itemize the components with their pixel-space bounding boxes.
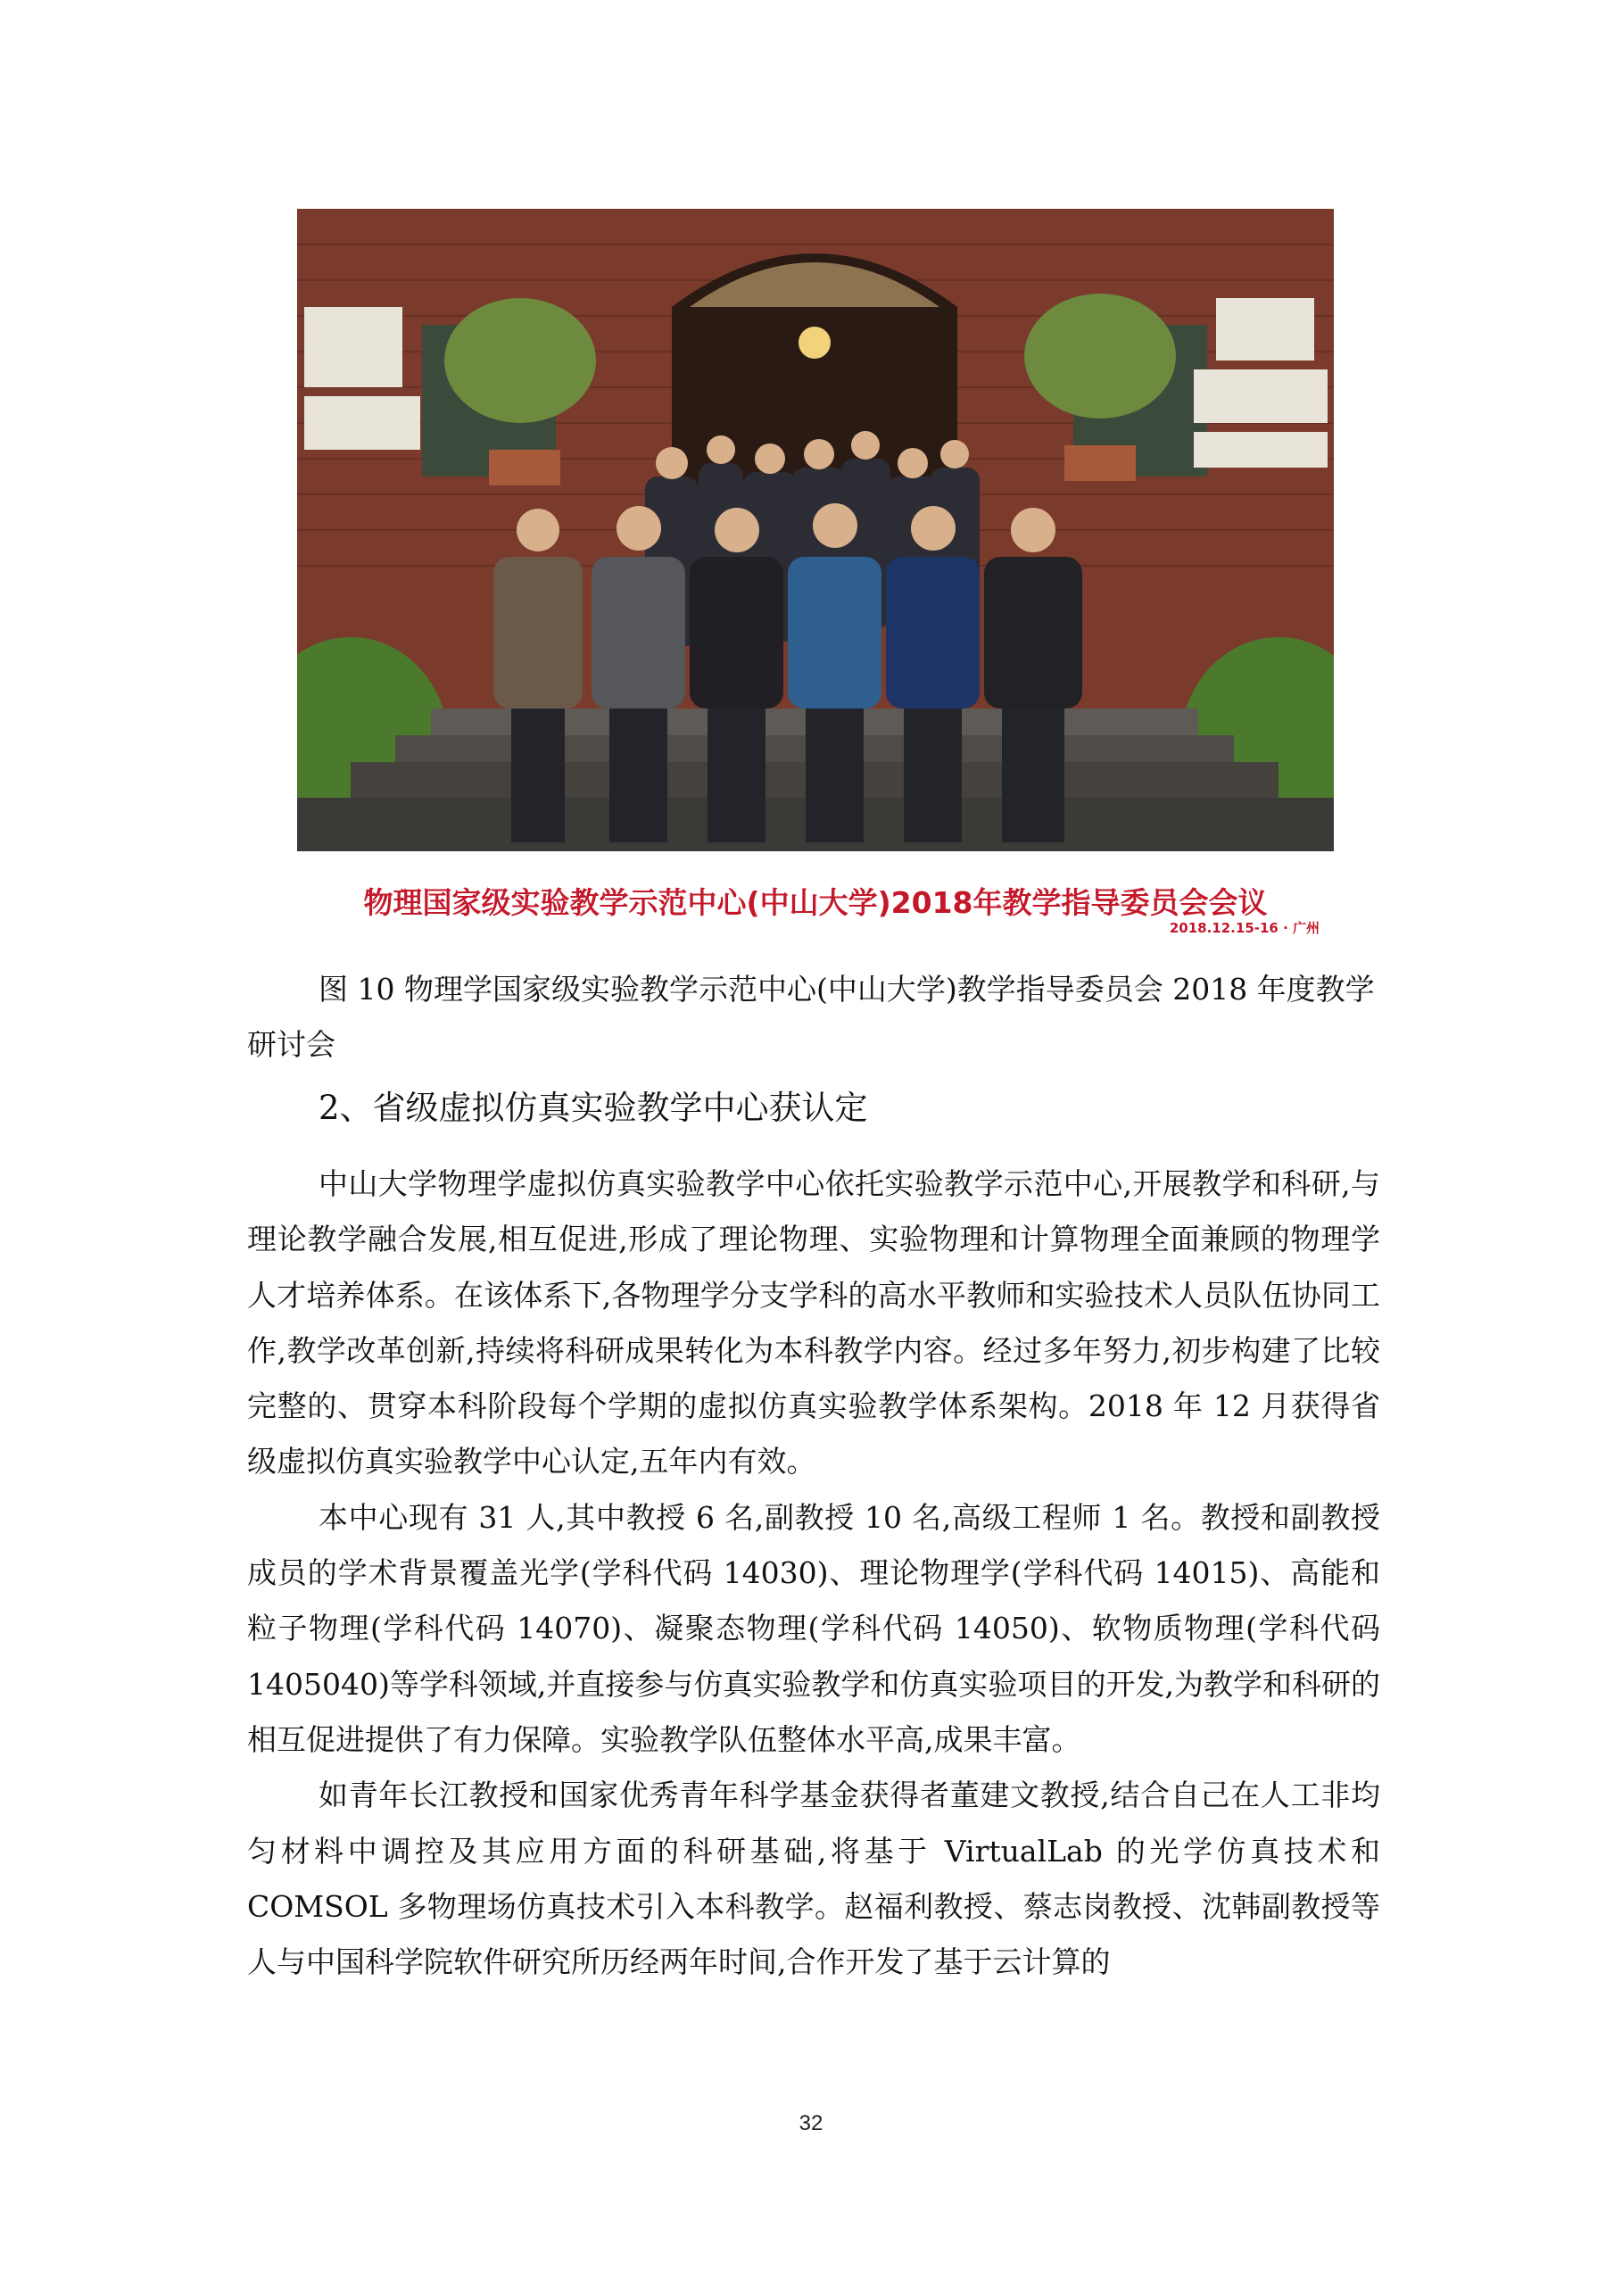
section-heading: 2、省级虚拟仿真实验教学中心获认定 — [319, 1089, 868, 1127]
paragraph: 本中心现有 31 人,其中教授 6 名,副教授 10 名,高级工程师 1 名。教授和副教授成员的学术背景覆盖光学(学科代码 14030)、理论物理学(学科代码 14015)、高能和粒子物理(学科代码 14070)、凝聚态物理(学科代码 14050)、软物质物理(学科代码 1405040)等学科领域,并直接参与仿真实验教学和仿真实验项目的开发,为教学和科研的相互促进提供了有力保障。实验教学队伍整体水平高,成果丰富。 — [247, 1499, 1380, 1757]
paragraph: 如青年长江教授和国家优秀青年科学基金获得者董建文教授,结合自己在人工非均匀材料中调控及其应用方面的科研基础,将基于 VirtualLab 的光学仿真技术和 COMSOL 多物理场仿真技术引入本科教学。赵福利教授、蔡志岗教授、沈韩副教授等人与中国科学院软件研究所历经两年时间,合作开发了基于云计算的 — [247, 1778, 1380, 1980]
photo-banner-date: 2018.12.15-16 · 广州 — [1169, 920, 1320, 936]
group-photo-image — [297, 209, 1334, 887]
figure-caption: 图 10 物理学国家级实验教学示范中心(中山大学)教学指导委员会 2018 年度教学研讨会 — [247, 972, 1375, 1062]
photo-banner-title: 物理国家级实验教学示范中心(中山大学)2018年教学指导委员会会议 — [363, 885, 1268, 920]
group-photo — [297, 209, 1334, 936]
paragraph: 中山大学物理学虚拟仿真实验教学中心依托实验教学示范中心,开展教学和科研,与理论教学融合发展,相互促进,形成了理论物理、实验物理和计算物理全面兼顾的物理学人才培养体系。在该体系下,各物理学分支学科的高水平教师和实验技术人员队伍协同工作,教学改革创新,持续将科研成果转化为本科教学内容。经过多年努力,初步构建了比较完整的、贯穿本科阶段每个学期的虚拟仿真实验教学体系架构。2018 年 12 月获得省级虚拟仿真实验教学中心认定,五年内有效。 — [247, 1166, 1380, 1480]
page-number: 32 — [799, 2111, 823, 2135]
body-text — [247, 1156, 1380, 1990]
